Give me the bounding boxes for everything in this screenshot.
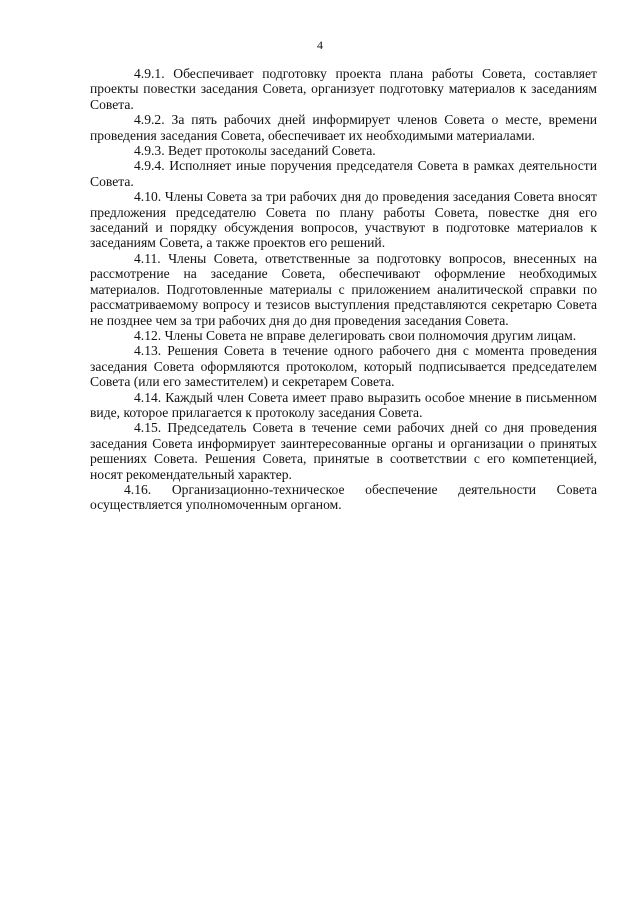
paragraph-4-13: 4.13. Решения Совета в течение одного рабочего дня с момента проведения заседания Совета оформляются протоколом, который подписывается председателем Совета (или его заместителем) и секретарем Совета. bbox=[90, 343, 597, 390]
paragraph-4-14: 4.14. Каждый член Совета имеет право выразить особое мнение в письменном виде, которое прилагается к протоколу заседания Совета. bbox=[90, 389, 597, 420]
paragraph-4-10: 4.10. Члены Совета за три рабочих дня до проведения заседания Совета вносят предложения председателю Совета по плану работы Совета, повестке дня его заседаний и порядку обсуждения вопросов, участвуют в подготовке материалов к заседаниям Совета, а также проектов его решений. bbox=[90, 189, 597, 251]
paragraph-4-11: 4.11. Члены Совета, ответственные за подготовку вопросов, внесенных на рассмотрение на заседание Совета, обеспечивают оформление необходимых материалов. Подготовленные материалы с приложением аналитической справки по рассматриваемому вопросу и тезисов выступления представляются секретарю Совета не позднее чем за три рабочих дня до дня проведения заседания Совета. bbox=[90, 250, 597, 328]
paragraph-4-9-2: 4.9.2. За пять рабочих дней информирует членов Совета о месте, времени проведения заседания Совета, обеспечивает их необходимыми материалами. bbox=[90, 112, 597, 143]
paragraph-4-12: 4.12. Члены Совета не вправе делегировать свои полномочия другим лицам. bbox=[134, 327, 577, 343]
paragraph-4-15: 4.15. Председатель Совета в течение семи рабочих дней со дня проведения заседания Совета информирует заинтересованные органы и организации о принятых решениях Совета. Решения Совета, принятые в соответствии с его компетенцией, носят рекомендательный характер. bbox=[90, 420, 597, 482]
paragraph-4-9-1: 4.9.1. Обеспечивает подготовку проекта плана работы Совета, составляет проекты повестки заседания Совета, организует подготовку материалов к заседаниям Совета. bbox=[90, 66, 597, 112]
paragraph-4-9-4: 4.9.4. Исполняет иные поручения председателя Совета в рамках деятельности Совета. bbox=[90, 158, 597, 189]
paragraph-4-9-3: 4.9.3. Ведет протоколы заседаний Совета. bbox=[134, 143, 376, 159]
page-number: 4 bbox=[317, 38, 323, 52]
document-body bbox=[90, 66, 597, 513]
paragraph-4-16: 4.16. Организационно-техническое обеспечение деятельности Совета осуществляется уполномоченным органом. bbox=[90, 481, 597, 513]
